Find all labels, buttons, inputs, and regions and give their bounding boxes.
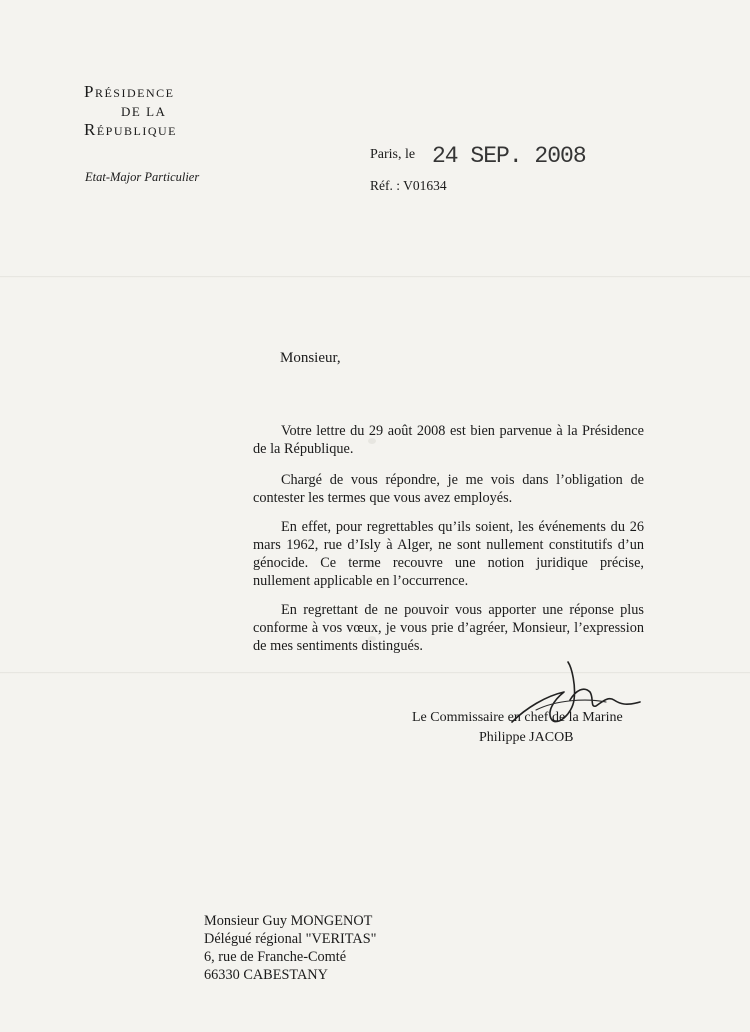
letterhead-line-3: République xyxy=(84,120,178,139)
reference-number: Réf. : V01634 xyxy=(370,178,447,193)
recipient-line: Monsieur Guy MONGENOT xyxy=(204,913,373,929)
letterhead-unit: Etat-Major Particulier xyxy=(85,170,200,184)
recipient-address xyxy=(204,912,377,984)
fold-line xyxy=(0,276,750,278)
letter-paragraph: Votre lettre du 29 août 2008 est bien parvenue à la Présidence de la République. xyxy=(253,423,644,457)
letter-paragraph: En regrettant de ne pouvoir vous apporter une réponse plus conforme à vos vœux, je vous prie d’agréer, Monsieur, l’expression de mes sentiments distingués. xyxy=(253,602,644,654)
recipient-line: 66330 CABESTANY xyxy=(204,967,328,983)
date-stamp: 24 SEP. 2008 xyxy=(432,143,586,169)
recipient-line: 6, rue de Franche-Comté xyxy=(204,949,347,965)
letterhead-line-1: Présidence xyxy=(84,82,175,101)
signatory-name: Philippe JACOB xyxy=(479,730,574,745)
signatory-title: Le Commissaire en chef de la Marine xyxy=(412,710,623,725)
letter-paragraph: En effet, pour regrettables qu’ils soient, les événements du 26 mars 1962, rue d’Isly à Alger, ne sont nullement constitutifs d’un génocide. Ce terme recouvre une notion juridique précise, nullement applicable en l’occurrence. xyxy=(253,519,644,589)
dateline-city: Paris, le xyxy=(370,147,416,162)
letter-paragraph: Chargé de vous répondre, je me vois dans l’obligation de contester les termes que vous avez employés. xyxy=(253,472,644,506)
letterhead-line-2: DE LA xyxy=(121,104,167,119)
recipient-line: Délégué régional "VERITAS" xyxy=(204,931,377,947)
salutation: Monsieur, xyxy=(280,350,341,366)
